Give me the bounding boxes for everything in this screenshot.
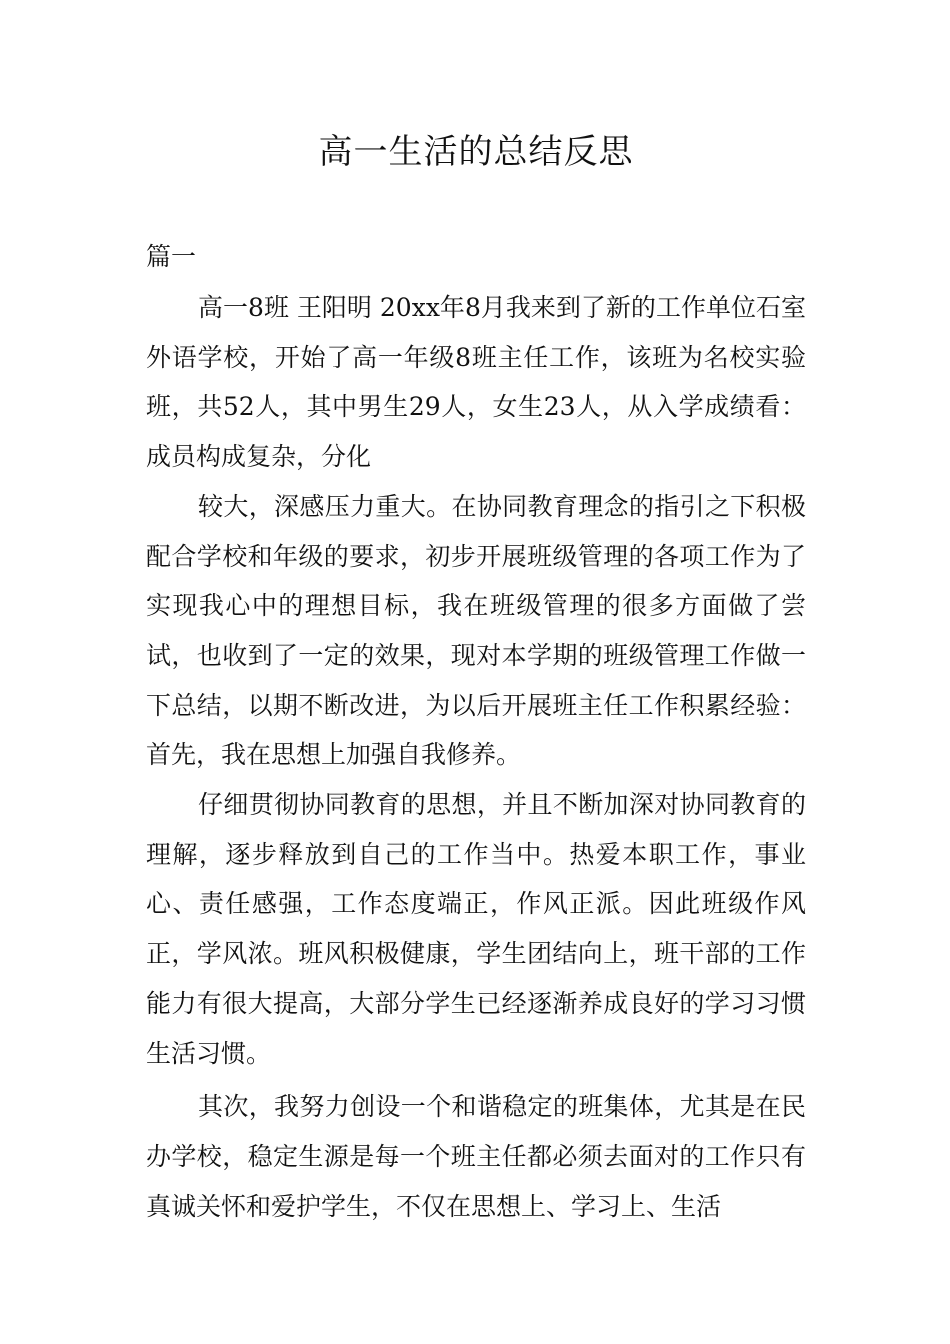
document-title: 高一生活的总结反思: [318, 132, 634, 172]
paragraph-4: 其次，我努力创设一个和谐稳定的班集体，尤其是在民办学校，稳定生源是每一个班主任都必须去面对的工作只有真诚关怀和爱护学生，不仅在思想上、学习上、生活: [146, 1092, 806, 1221]
section-label: 篇一: [146, 242, 197, 271]
paragraph-3: 仔细贯彻协同教育的思想，并且不断加深对协同教育的理解，逐步释放到自己的工作当中。热爱本职工作，事业心、责任感强，工作态度端正，作风正派。因此班级作风正，学风浓。班风积极健康，学生团结向上，班干部的工作能力有很大提高，大部分学生已经逐渐养成良好的学习习惯生活习惯。: [146, 790, 806, 1068]
paragraph-2: 较大，深感压力重大。在协同教育理念的指引之下积极配合学校和年级的要求，初步开展班级管理的各项工作为了实现我心中的理想目标，我在班级管理的很多方面做了尝试，也收到了一定的效果，现对本学期的班级管理工作做一下总结，以期不断改进，为以后开展班主任工作积累经验： 首先，我在思想上加强自我修养。: [146, 491, 806, 770]
paragraph-1: 高一8班 王阳明 20xx年8月我来到了新的工作单位石室外语学校，开始了高一年级8班主任工作，该班为名校实验班，共52人，其中男生29人，女生23人，从入学成绩看：成员构成复杂，分化: [146, 293, 806, 472]
